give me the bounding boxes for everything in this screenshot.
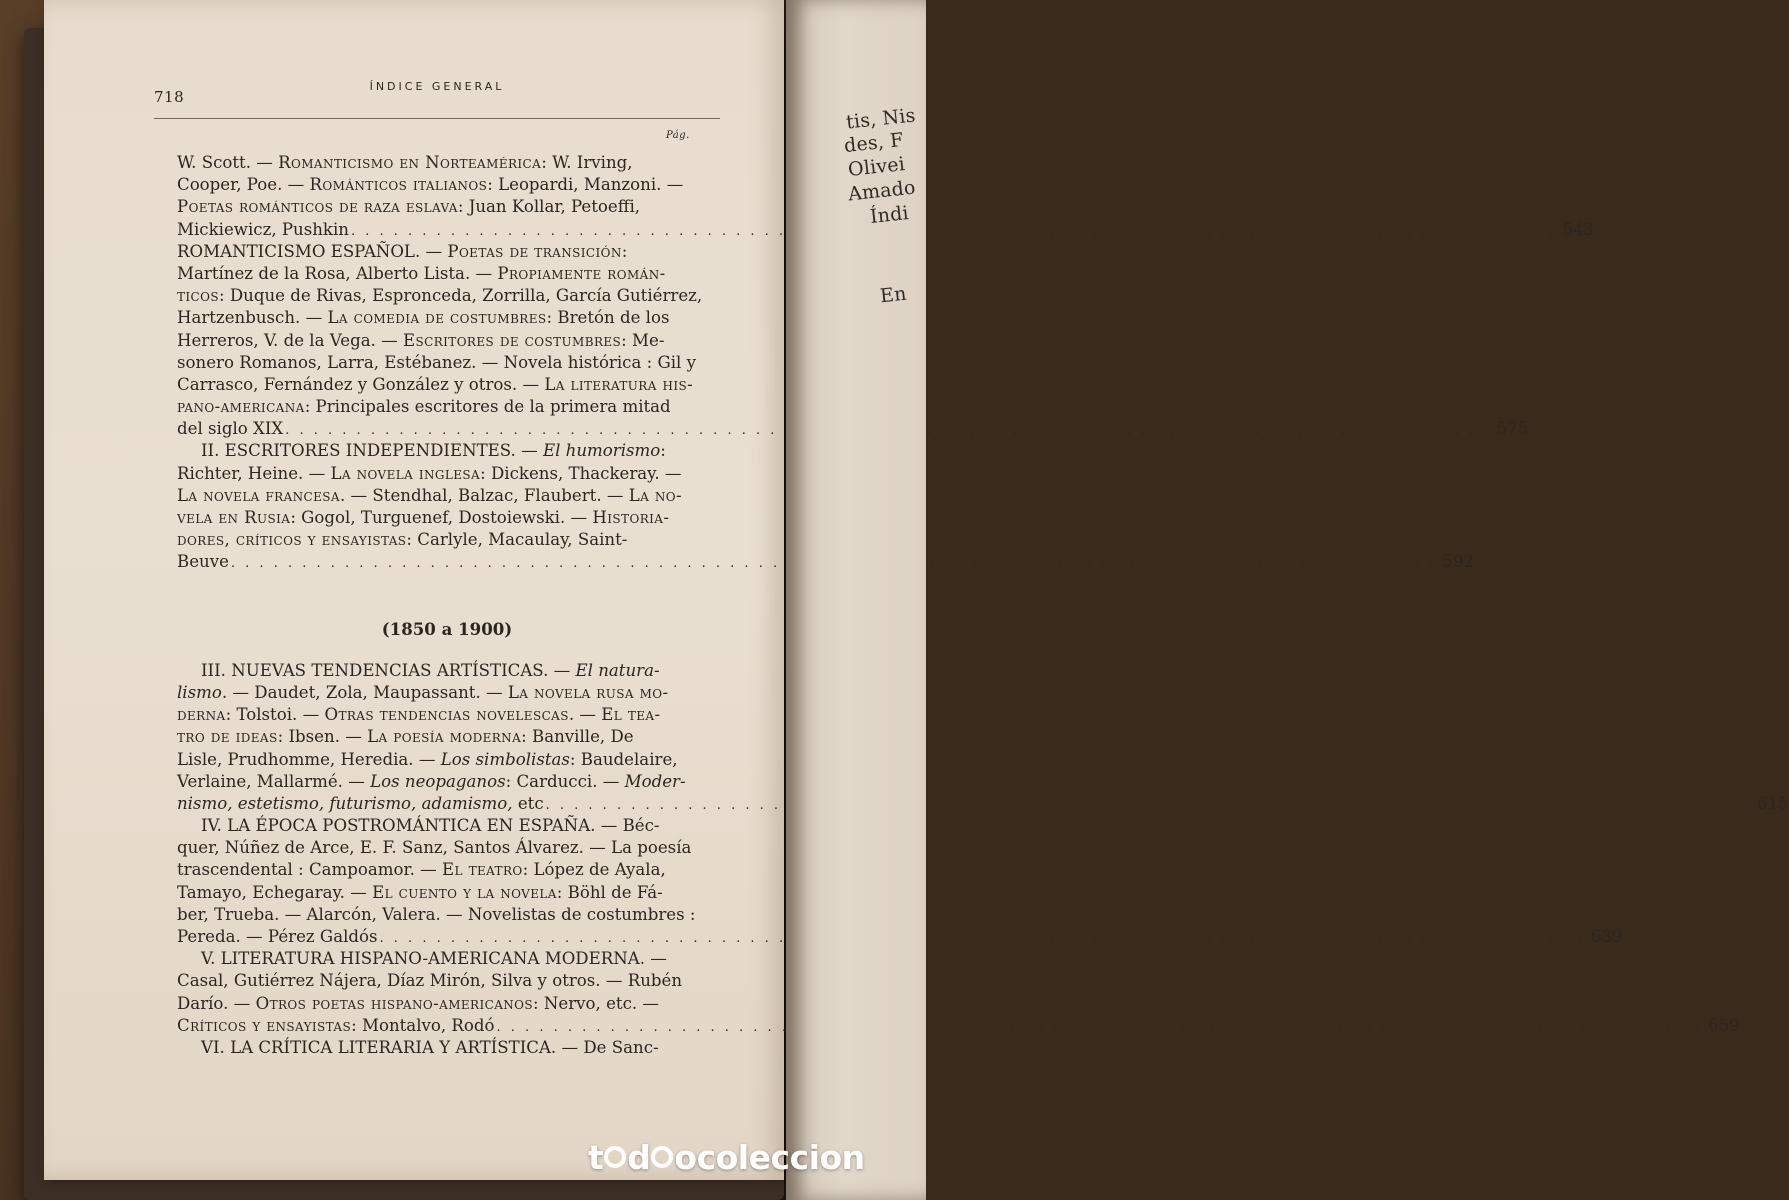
index-line (177, 152, 717, 174)
index-line (177, 330, 717, 352)
index-line (177, 263, 717, 285)
text-segment: Verlaine, Mallarmé. — (177, 771, 371, 791)
text-segment: El cuento y la novela (372, 882, 557, 902)
text-segment: La novela rusa mo- (507, 682, 669, 702)
right-page-text-fragment: En (878, 282, 908, 308)
index-line (177, 749, 717, 771)
index-line-text (177, 1015, 495, 1037)
text-segment: El humorismo (542, 441, 661, 461)
index-line-text (177, 793, 544, 815)
index-line-text (177, 837, 691, 859)
text-segment: Los simbolistas (440, 749, 570, 769)
text-segment: Herreros, V. de la Vega. — (177, 330, 403, 350)
text-segment: : Gogol, Turguenef, Dostoiewski. — (290, 508, 593, 527)
index-line-text (177, 882, 663, 904)
right-page-text-fragment: des, F (843, 128, 905, 158)
page-number: 718 (154, 88, 185, 106)
index-line (177, 463, 717, 485)
text-segment: Mickiewicz, Pushkin (177, 219, 349, 239)
index-line (177, 948, 717, 970)
watermark-text-before: t (588, 1137, 604, 1177)
text-segment: La poesía moderna (367, 727, 522, 747)
text-segment: Carrasco, Fernández y González y otros. — (177, 374, 545, 394)
text-segment: El natura- (575, 660, 660, 680)
text-segment: Románticos italianos (309, 175, 488, 195)
text-segment: : Nervo, etc. — (533, 993, 660, 1013)
index-line-text (177, 904, 695, 926)
index-line (177, 307, 717, 329)
index-line-text (177, 152, 633, 174)
text-segment: : Principales escritores de la primera mitad (304, 397, 671, 417)
text-segment: pano-americana (177, 397, 305, 417)
text-segment: Hartzenbusch. — (177, 308, 328, 328)
index-line-text (201, 440, 666, 462)
index-line-text (177, 859, 666, 881)
pag-label: Pág. (666, 130, 690, 141)
text-segment: Poetas románticos de raza eslava (177, 197, 458, 217)
index-line-text (201, 660, 660, 682)
text-segment: ticos (177, 286, 219, 306)
index-line (177, 418, 1529, 440)
right-page (786, 0, 926, 1200)
text-segment: lismo (177, 682, 222, 702)
index-line (177, 440, 717, 462)
dot-leader (351, 221, 1556, 243)
watermark-logo (588, 1134, 865, 1180)
text-segment: El tea- (601, 705, 661, 725)
index-line-text (177, 196, 640, 218)
index-line (177, 682, 717, 704)
text-segment: : López de Ayala, (522, 860, 666, 880)
index-line (177, 926, 1623, 948)
text-segment: Martínez de la Rosa, Alberto Lista. — (177, 263, 498, 283)
section-heading: (1850 a 1900) (381, 618, 513, 639)
spacer (177, 574, 717, 618)
index-line (177, 285, 717, 307)
text-segment: Otros poetas hispano-americanos (255, 993, 534, 1013)
index-line-text (177, 174, 683, 196)
text-segment: Casal, Gutiérrez Nájera, Díaz Mirón, Silva y otros. — Rubén (177, 971, 683, 991)
index-line-text (177, 926, 378, 948)
index-line (177, 219, 1595, 241)
index-line (177, 859, 717, 881)
text-segment: Lisle, Prudhomme, Heredia. — (177, 749, 441, 769)
text-segment: Escritores de costumbres (403, 330, 622, 350)
text-segment: Otras tendencias novelescas (324, 705, 569, 725)
page-reference: 639 (1590, 927, 1623, 946)
text-segment: Cooper, Poe. — (177, 175, 310, 195)
index-line (177, 726, 717, 748)
text-segment: derna (177, 705, 226, 725)
index-line (177, 815, 717, 837)
index-line-text (177, 241, 627, 263)
text-segment: . — Stendhal, Balzac, Flaubert. — (339, 485, 629, 505)
index-line (177, 704, 717, 726)
text-segment: sonero Romanos, Larra, Estébanez. — Novela histórica : Gil y (177, 352, 697, 372)
text-segment: VI. LA CRÍTICA LITERARIA Y ARTÍSTICA. — De Sanc- (201, 1037, 659, 1057)
text-segment: Poetas de transición (447, 241, 622, 261)
running-head (154, 80, 720, 119)
index-line (177, 904, 717, 926)
page-reference: 615 (1757, 793, 1789, 813)
index-line-text (177, 263, 666, 285)
text-segment: Críticos y ensayistas (177, 1015, 352, 1035)
dot-leader (380, 928, 1585, 950)
text-segment: : Duque de Rivas, Espronceda, Zorrilla, García Gutiérrez, (218, 286, 703, 306)
page-reference: 575 (1496, 419, 1529, 439)
index-line (177, 1037, 717, 1059)
index-line-text (177, 704, 660, 726)
text-segment: Pereda. — Pérez Galdós (177, 927, 378, 946)
watermark-text-after: d (627, 1137, 651, 1177)
text-segment: V. LITERATURA HISPANO-AMERICANA MODERNA. — (201, 949, 667, 969)
text-segment: Richter, Heine. — (177, 463, 331, 483)
index-line-text (201, 948, 667, 970)
text-segment: Darío. — (177, 993, 256, 1013)
index-line (177, 196, 717, 218)
text-segment: : Carlyle, Macaulay, Saint- (406, 530, 628, 550)
index-line-text (177, 352, 696, 374)
index-line-text (177, 726, 634, 748)
running-title: ÍNDICE GENERAL (369, 80, 505, 93)
text-segment: : Baudelaire, (569, 749, 678, 769)
text-segment: : Ibsen. — (277, 727, 368, 747)
index-line-text (177, 396, 671, 418)
text-segment: : Me- (621, 330, 665, 350)
text-segment: : (660, 441, 666, 461)
text-segment: : Leopardi, Manzoni. — (487, 175, 684, 195)
text-segment: : Bretón de los (546, 308, 670, 328)
text-segment: tro de ideas (177, 727, 278, 747)
watermark-text-rest: ocoleccion (674, 1137, 865, 1177)
text-segment: III. NUEVAS TENDENCIAS ARTÍSTICAS. — (201, 660, 576, 680)
index-line-text (177, 330, 664, 352)
index-line-text (177, 374, 693, 396)
text-segment: quer, Núñez de Arce, E. F. Sanz, Santos Álvarez. — La poesía (177, 838, 692, 858)
index-line (177, 793, 1789, 815)
right-page-text-fragment: Amado (847, 176, 917, 206)
index-line-text (177, 219, 349, 241)
index-line (177, 529, 717, 551)
index-line (177, 660, 717, 682)
text-segment: Historia- (592, 508, 670, 527)
index-line-text (201, 815, 660, 837)
text-segment: : Juan Kollar, Petoeffi, (457, 197, 641, 217)
index-line-text (177, 682, 669, 704)
text-segment: : (621, 241, 628, 261)
text-segment: . — (568, 705, 602, 725)
index-line (177, 241, 717, 263)
text-segment: : W. Irving, (541, 153, 633, 172)
text-segment: : Dickens, Thackeray. — (480, 463, 682, 483)
text-segment: : Banville, De (521, 727, 634, 747)
text-segment: . — Daudet, Zola, Maupassant. — (221, 682, 508, 702)
page-reference: 543 (1562, 219, 1595, 239)
page-reference: 592 (1442, 552, 1474, 572)
index-line (177, 551, 1474, 573)
text-segment: La novela francesa (177, 485, 340, 505)
index-line-text (177, 463, 681, 485)
text-segment: : Böhl de Fá- (556, 882, 663, 902)
page-reference: 659 (1707, 1015, 1740, 1035)
right-page-text-fragment: Índi (868, 202, 910, 228)
index-line-text (177, 529, 627, 551)
index-line-text (177, 771, 686, 793)
index-line (177, 174, 717, 196)
text-segment: La literatura his- (544, 374, 694, 394)
text-segment: del siglo XIX (177, 419, 284, 439)
index-line-text (201, 1037, 659, 1059)
index-line-text (177, 285, 702, 307)
text-segment: La comedia de costumbres (327, 308, 547, 328)
text-segment: El teatro (442, 860, 523, 880)
text-segment: Moder- (624, 771, 686, 791)
text-segment: II. ESCRITORES INDEPENDIENTES. — (201, 441, 543, 461)
text-segment: IV. LA ÉPOCA POSTROMÁNTICA EN ESPAÑA. — Béc- (201, 816, 660, 836)
dot-leader (546, 795, 1751, 817)
right-page-text-fragment: Olivei (847, 153, 906, 181)
text-segment: ROMANTICISMO ESPAÑOL. — (177, 241, 448, 261)
index-line-text (177, 418, 283, 440)
index-line-text (177, 749, 678, 771)
index-line (177, 1015, 1740, 1037)
text-segment: trascendental : Campoamor. — (177, 860, 443, 880)
index-line (177, 485, 717, 507)
index-line-text (177, 507, 669, 529)
index-line (177, 352, 717, 374)
index-line (177, 837, 717, 859)
index-entries-part2 (177, 660, 1789, 1059)
index-line (177, 970, 717, 992)
index-line-text (177, 551, 229, 573)
right-page-text-fragment: tis, Nis (845, 104, 917, 134)
text-segment: : Montalvo, Rodó (351, 1015, 495, 1035)
index-line-text (177, 485, 682, 507)
text-segment: Beuve (177, 552, 229, 572)
index-line (177, 507, 717, 529)
text-segment: Tamayo, Echegaray. — (177, 882, 373, 902)
text-segment: nismo, estetismo, futurismo, adamismo, (177, 793, 513, 813)
index-line (177, 882, 717, 904)
index-line (177, 374, 717, 396)
text-segment: : Tolstoi. — (225, 705, 325, 725)
text-segment: vela en Rusia (177, 508, 291, 527)
index-line (177, 396, 717, 418)
watermark-circle-icon (651, 1146, 673, 1168)
spacer (177, 640, 717, 660)
text-segment: dores, críticos y ensayistas (177, 530, 407, 550)
text-segment: Los neopaganos (370, 771, 506, 791)
text-segment: La novela inglesa (330, 463, 481, 483)
dot-leader (497, 1017, 1702, 1039)
index-line (177, 771, 717, 793)
text-segment: La no- (628, 485, 683, 505)
text-segment: etc (512, 793, 544, 813)
text-segment: W. Scott. — (177, 153, 279, 172)
index-line-text (177, 970, 682, 992)
index-line-text (177, 993, 659, 1015)
index-line-text (177, 307, 669, 329)
watermark-circle-icon (604, 1146, 626, 1168)
text-segment: ber, Trueba. — Alarcón, Valera. — Novelistas de costumbres : (177, 904, 696, 924)
index-line (177, 993, 717, 1015)
text-segment: Propiamente román- (497, 263, 666, 283)
text-segment: : Carducci. — (505, 771, 625, 791)
text-segment: Romanticismo en Norteamérica (278, 153, 542, 172)
